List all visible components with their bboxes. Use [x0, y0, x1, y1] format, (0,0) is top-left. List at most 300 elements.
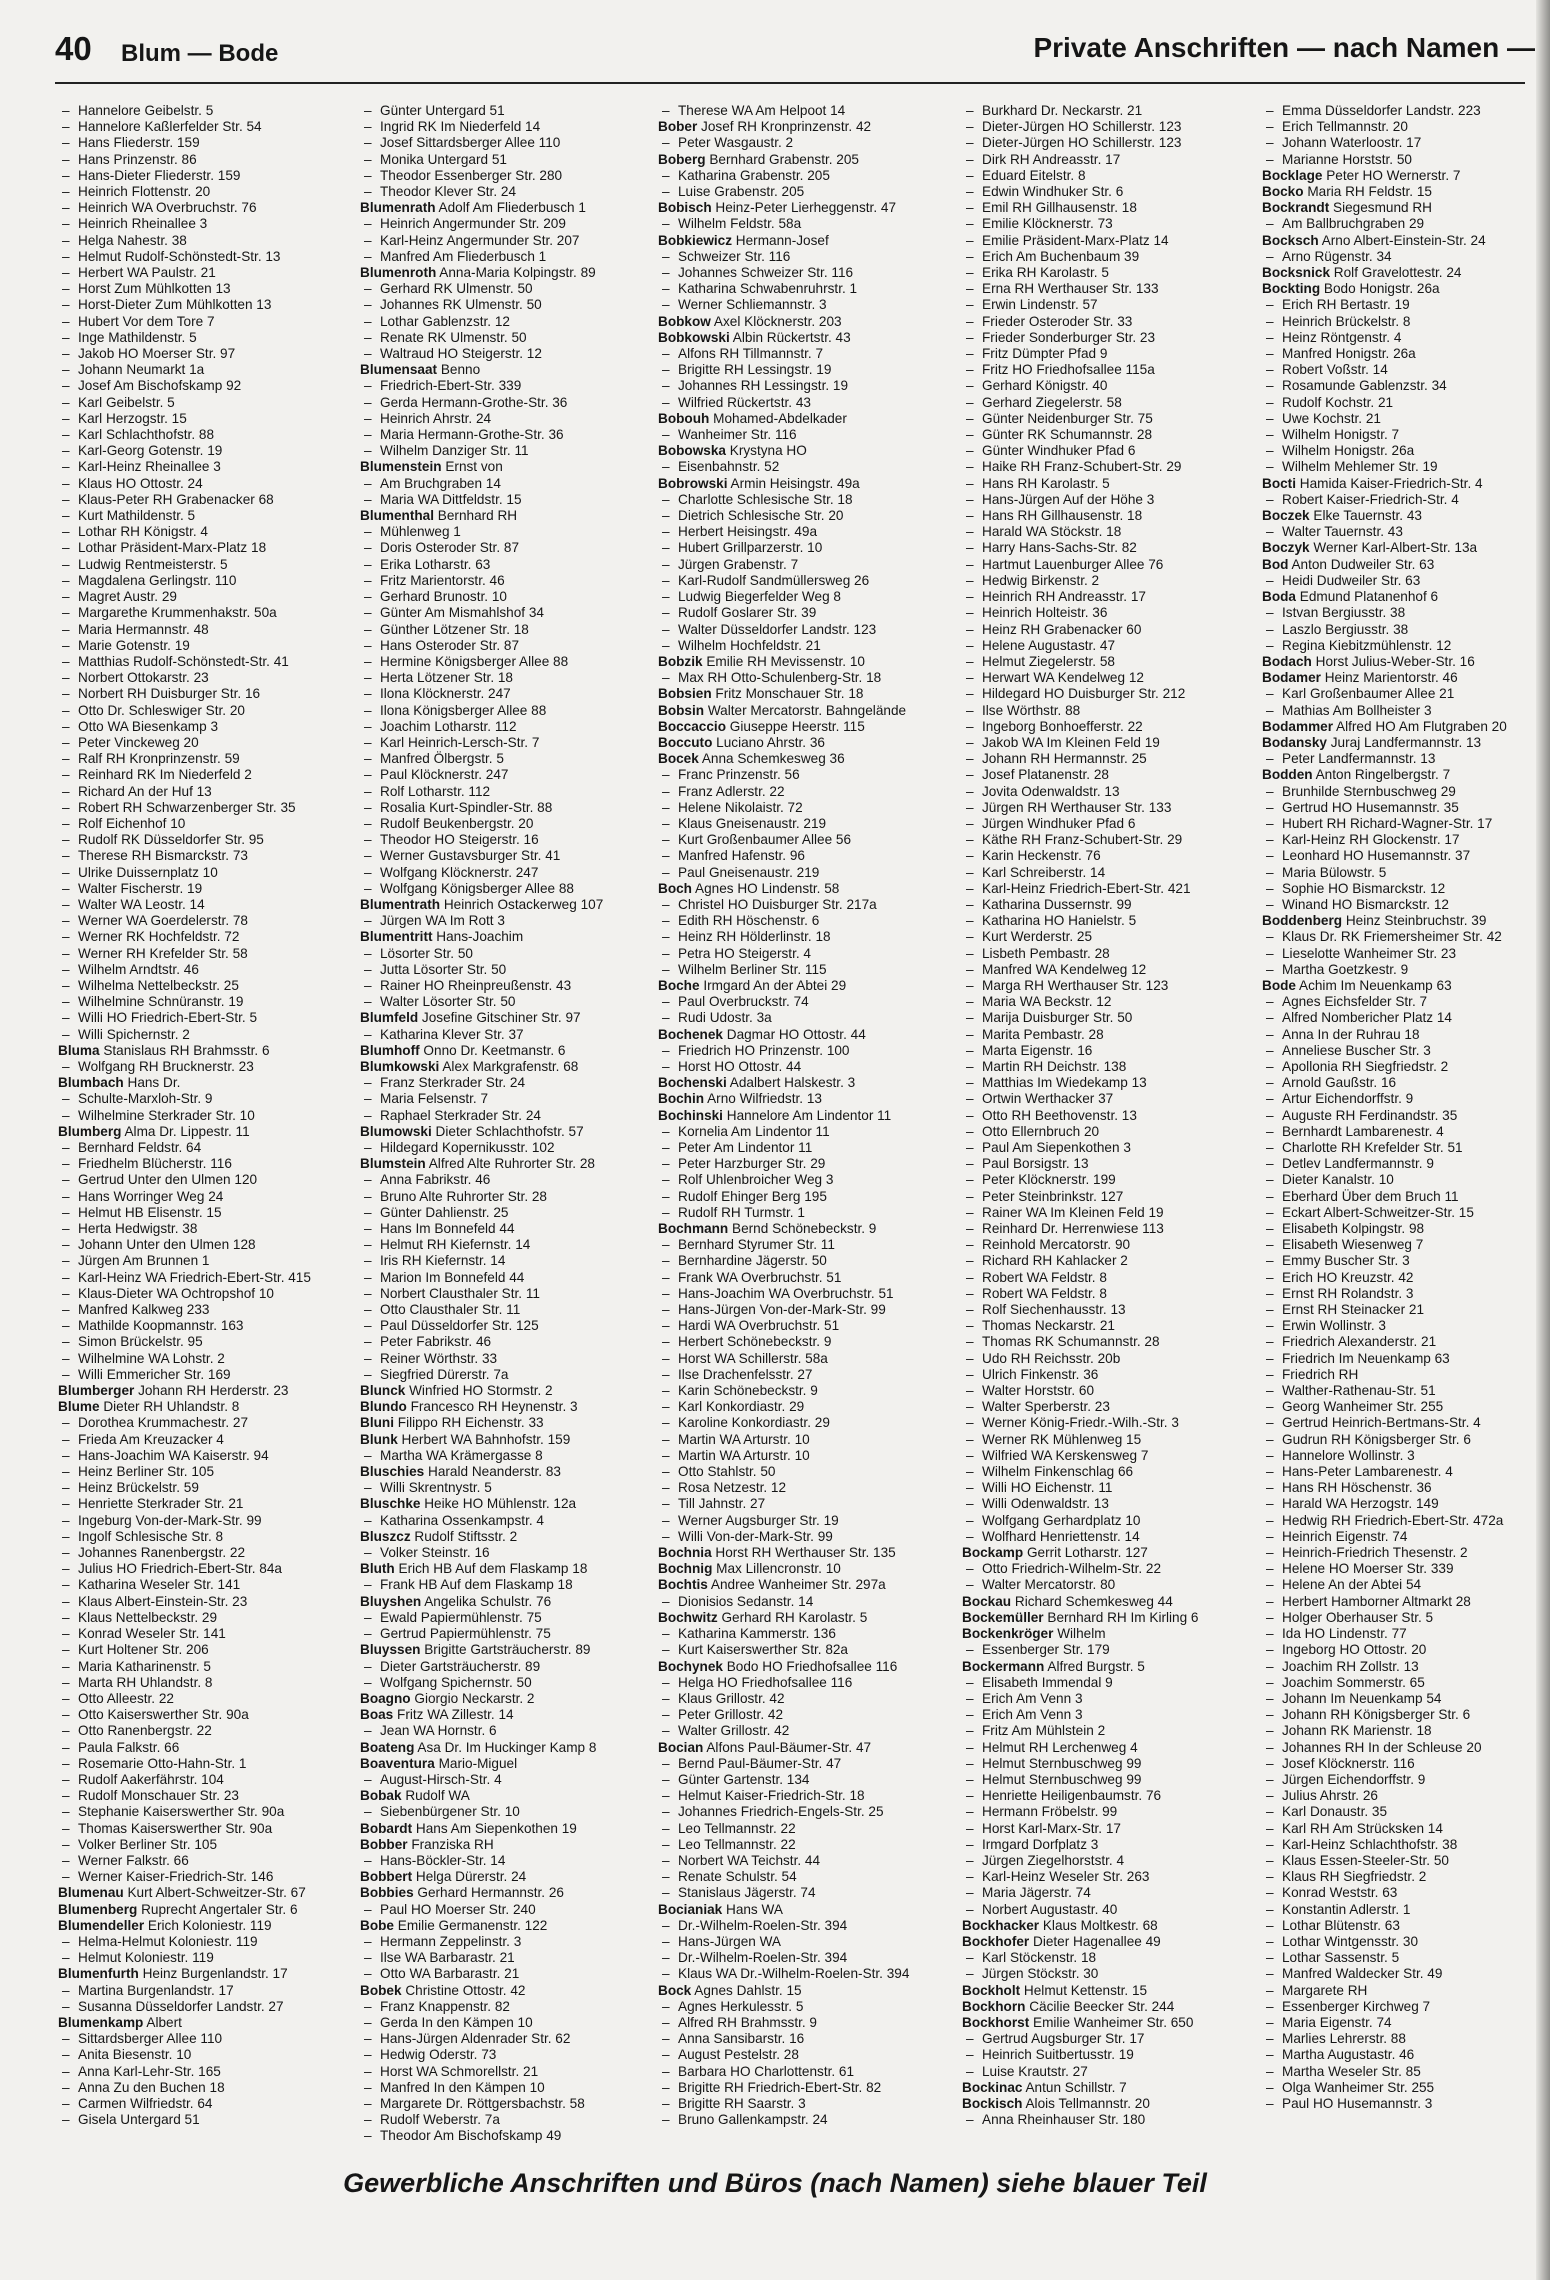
given-name-entry: – Günter Windhuker Pfad 6: [962, 443, 1260, 459]
given-name-entry: – Jovita Odenwaldstr. 13: [962, 784, 1260, 800]
entry-details: Wilhelm: [1053, 1626, 1106, 1642]
given-name-entry: – Dirk RH Andreasstr. 17: [962, 152, 1260, 168]
surname-entry: [360, 1156, 658, 1172]
given-name-entry: – Hedwig RH Friedrich-Ebert-Str. 472a: [1262, 1513, 1550, 1529]
entry-details: Josefine Gitschiner Str. 97: [418, 1010, 581, 1026]
entry-details: Harald Neanderstr. 83: [424, 1464, 561, 1480]
surname-entry: [1262, 168, 1550, 184]
given-name-entry: – Otto Ranenbergstr. 22: [58, 1723, 356, 1739]
surname-entry: [360, 1642, 658, 1658]
given-name-entry: – Erich Tellmannstr. 20: [1262, 119, 1550, 135]
given-name-entry: – Lothar Sassenstr. 5: [1262, 1950, 1550, 1966]
given-name-entry: – Bernhardt Lambarenestr. 4: [1262, 1124, 1550, 1140]
given-name-entry: – Iris RH Kiefernstr. 14: [360, 1253, 658, 1269]
entry-details: Richard Schemkesweg 44: [1011, 1593, 1173, 1609]
given-name-entry: – Lisbeth Pembastr. 28: [962, 946, 1260, 962]
surname: Bodden: [1262, 767, 1313, 783]
surname-entry: [1262, 978, 1550, 994]
entry-details: Bernd Schönebeckstr. 9: [728, 1221, 877, 1237]
given-name-entry: – Paul HO Moerser Str. 240: [360, 1902, 658, 1918]
given-name-entry: – Günther Lötzener Str. 18: [360, 622, 658, 638]
surname-entry: [962, 1934, 1260, 1950]
given-name-entry: – Fritz Dümpter Pfad 9: [962, 346, 1260, 362]
surname: Bobkiewicz: [658, 232, 733, 248]
given-name-entry: – Johannes RH In der Schleuse 20: [1262, 1740, 1550, 1756]
given-name-entry: – Anna Zu den Buchen 18: [58, 2080, 356, 2096]
given-name-entry: – Hermann Fröbelstr. 99: [962, 1804, 1260, 1820]
given-name-entry: – Heinz RH Hölderlinstr. 18: [658, 929, 956, 945]
given-name-entry: – Willi Odenwaldstr. 13: [962, 1496, 1260, 1512]
given-name-entry: – Theodor Am Bischofskamp 49: [360, 2128, 658, 2144]
given-name-entry: – Frieda Am Kreuzacker 4: [58, 1432, 356, 1448]
given-name-entry: – Hedwig Oderstr. 73: [360, 2047, 658, 2063]
given-name-entry: – Anna Rheinhauser Str. 180: [962, 2112, 1260, 2128]
given-name-entry: – Robert Voßstr. 14: [1262, 362, 1550, 378]
given-name-entry: – Werner RH Krefelder Str. 58: [58, 946, 356, 962]
given-name-entry: – Matthias Im Wiedekamp 13: [962, 1075, 1260, 1091]
given-name-entry: – Otto Ellernbruch 20: [962, 1124, 1260, 1140]
given-name-entry: – Helga HO Friedhofsallee 116: [658, 1675, 956, 1691]
given-name-entry: – Ilse Wörthstr. 88: [962, 703, 1260, 719]
given-name-entry: – Maria Eigenstr. 74: [1262, 2015, 1550, 2031]
given-name-entry: – Joachim Sommerstr. 65: [1262, 1675, 1550, 1691]
entry-details: Heinz Burgenlandstr. 17: [138, 1966, 288, 1982]
given-name-entry: – Joachim RH Zollstr. 13: [1262, 1659, 1550, 1675]
given-name-entry: – Willi HO Eichenstr. 11: [962, 1480, 1260, 1496]
surname: Bockhofer: [962, 1933, 1030, 1949]
entry-details: Arno Albert-Einstein-Str. 24: [1318, 232, 1486, 248]
given-name-entry: – Robert Kaiser-Friedrich-Str. 4: [1262, 492, 1550, 508]
entry-details: Alfred Burgstr. 5: [1044, 1658, 1145, 1674]
given-name-entry: – Bernhard Styrumer Str. 11: [658, 1237, 956, 1253]
given-name-entry: – Stanislaus Jägerstr. 74: [658, 1885, 956, 1901]
given-name-entry: – Therese WA Am Helpoot 14: [658, 103, 956, 119]
surname: Bochnia: [658, 1545, 712, 1561]
surname-entry: [962, 2096, 1260, 2112]
given-name-entry: – Hans RH Gillhausenstr. 18: [962, 508, 1260, 524]
given-name-entry: – Rudolf Kochstr. 21: [1262, 395, 1550, 411]
surname-entry: [658, 1108, 956, 1124]
given-name-entry: – Lothar Präsident-Marx-Platz 18: [58, 540, 356, 556]
given-name-entry: – Johann Waterloostr. 17: [1262, 135, 1550, 151]
given-name-entry: – Johann RH Hermannstr. 25: [962, 751, 1260, 767]
given-name-entry: – Jürgen Stöckstr. 30: [962, 1966, 1260, 1982]
surname-entry: [360, 1561, 658, 1577]
given-name-entry: – Paula Falkstr. 66: [58, 1740, 356, 1756]
given-name-entry: – Rudolf Ehinger Berg 195: [658, 1189, 956, 1205]
given-name-entry: – Henriette Heiligenbaumstr. 76: [962, 1788, 1260, 1804]
given-name-entry: – Heinz Brückelstr. 59: [58, 1480, 356, 1496]
given-name-entry: – Herta Lötzener Str. 18: [360, 670, 658, 686]
given-name-entry: – Peter Landfermannstr. 13: [1262, 751, 1550, 767]
surname-entry: [658, 314, 956, 330]
given-name-entry: – Franz Adlerstr. 22: [658, 784, 956, 800]
given-name-entry: – Hans Worringer Weg 24: [58, 1189, 356, 1205]
given-name-entry: – Werner Falkstr. 66: [58, 1853, 356, 1869]
surname-entry: [1262, 540, 1550, 556]
surname-entry: [658, 443, 956, 459]
given-name-entry: – Marita Pembastr. 28: [962, 1027, 1260, 1043]
given-name-entry: – Friedrich RH: [1262, 1367, 1550, 1383]
surname: Bockrandt: [1262, 200, 1330, 216]
entry-details: Dieter Hagenallee 49: [1029, 1933, 1161, 1949]
given-name-entry: – Mathias Am Bollheister 3: [1262, 703, 1550, 719]
given-name-entry: – Edwin Windhuker Str. 6: [962, 184, 1260, 200]
surname: Bocksch: [1262, 232, 1319, 248]
entry-details: Cäcilie Beecker Str. 244: [1025, 1998, 1175, 2014]
given-name-entry: – Gudrun RH Königsberger Str. 6: [1262, 1432, 1550, 1448]
surname-entry: [962, 1545, 1260, 1561]
given-name-entry: – Apollonia RH Siegfriedstr. 2: [1262, 1059, 1550, 1075]
surname-entry: [1262, 589, 1550, 605]
given-name-entry: – Herbert WA Paulstr. 21: [58, 265, 356, 281]
given-name-entry: – Reinhold Mercatorstr. 90: [962, 1237, 1260, 1253]
given-name-entry: – Bruno Gallenkampstr. 24: [658, 2112, 956, 2128]
entry-details: Heinrich Ostackerweg 107: [440, 896, 604, 912]
surname-entry: [962, 1999, 1260, 2015]
given-name-entry: – Karin Schönebeckstr. 9: [658, 1383, 956, 1399]
surname-entry: [58, 1383, 356, 1399]
given-name-entry: – Maria Bülowstr. 5: [1262, 865, 1550, 881]
given-name-entry: – Hans-Jürgen WA: [658, 1934, 956, 1950]
surname-entry: [1262, 265, 1550, 281]
surname: Bochenski: [658, 1075, 727, 1091]
given-name-entry: – Norbert Ottokarstr. 23: [58, 670, 356, 686]
surname-entry: [360, 1594, 658, 1610]
surname-entry: [360, 1885, 658, 1901]
given-name-entry: – Walter Lösorter Str. 50: [360, 994, 658, 1010]
given-name-entry: – Gisela Untergard 51: [58, 2112, 356, 2128]
surname: Bockhorst: [962, 2014, 1030, 2030]
given-name-entry: – Otto Clausthaler Str. 11: [360, 1302, 658, 1318]
given-name-entry: – Dieter-Jürgen HO Schillerstr. 123: [962, 135, 1260, 151]
entry-details: Gerhard Hermannstr. 26: [413, 1885, 564, 1901]
given-name-entry: – Josef Klöcknerstr. 116: [1262, 1756, 1550, 1772]
entry-details: Hermann-Josef: [732, 232, 829, 248]
surname-entry: [360, 1756, 658, 1772]
given-name-entry: – Ludwig Biegerfelder Weg 8: [658, 589, 956, 605]
surname-entry: [658, 476, 956, 492]
surname: Bockermann: [962, 1658, 1045, 1674]
surname-entry: [658, 751, 956, 767]
surname: Bobouh: [658, 410, 710, 426]
given-name-entry: – Heinrich Angermunder Str. 209: [360, 216, 658, 232]
surname-entry: [962, 2015, 1260, 2031]
surname: Bobrowski: [658, 475, 728, 491]
given-name-entry: – Helmut Sternbuschweg 99: [962, 1772, 1260, 1788]
given-name-entry: – Wilhelm Honigstr. 26a: [1262, 443, 1550, 459]
given-name-entry: – Detlev Landfermannstr. 9: [1262, 1156, 1550, 1172]
given-name-entry: – Willi HO Friedrich-Ebert-Str. 5: [58, 1010, 356, 1026]
given-name-entry: – Hans RH Höschenstr. 36: [1262, 1480, 1550, 1496]
surname: Blundo: [360, 1399, 407, 1415]
given-name-entry: – Theodor Klever Str. 24: [360, 184, 658, 200]
given-name-entry: – Olga Wanheimer Str. 255: [1262, 2080, 1550, 2096]
given-name-entry: – Hubert Vor dem Tore 7: [58, 314, 356, 330]
surname: Blumberger: [58, 1383, 135, 1399]
surname-entry: [360, 1496, 658, 1512]
entry-details: Emilie RH Mevissenstr. 10: [702, 653, 865, 669]
surname: Blumenstein: [360, 459, 442, 475]
given-name-entry: – Susanna Düsseldorfer Landstr. 27: [58, 1999, 356, 2015]
given-name-entry: – Helene Augustastr. 47: [962, 638, 1260, 654]
given-name-entry: – Lothar Wintgensstr. 30: [1262, 1934, 1550, 1950]
given-name-entry: – Karoline Konkordiastr. 29: [658, 1415, 956, 1431]
surname: Blumenberg: [58, 1901, 138, 1917]
entry-details: Hamida Kaiser-Friedrich-Str. 4: [1295, 475, 1483, 491]
given-name-entry: – Barbara HO Charlottenstr. 61: [658, 2064, 956, 2080]
given-name-entry: – Dionisios Sedanstr. 14: [658, 1594, 956, 1610]
given-name-entry: – Wilfried WA Kerskensweg 7: [962, 1448, 1260, 1464]
entry-continuation: – Essenberger Str. 179: [962, 1642, 1260, 1658]
entry-details: Hans WA: [722, 1901, 783, 1917]
entry-details: Bodo Honigstr. 26a: [1320, 281, 1440, 297]
given-name-entry: – Ingeburg Von-der-Mark-Str. 99: [58, 1513, 356, 1529]
given-name-entry: – Herbert Heisingstr. 49a: [658, 524, 956, 540]
entry-continuation: – Lösorter Str. 50: [360, 946, 658, 962]
entry-details: Bernhard RH: [434, 508, 518, 524]
given-name-entry: – Norbert Augustastr. 40: [962, 1902, 1260, 1918]
given-name-entry: – Erika RH Karolastr. 5: [962, 265, 1260, 281]
given-name-entry: – Heinrich Ahrstr. 24: [360, 411, 658, 427]
given-name-entry: – Lothar RH Königstr. 4: [58, 524, 356, 540]
given-name-entry: – Horst WA Schillerstr. 58a: [658, 1351, 956, 1367]
given-name-entry: – Ilona Königsberger Allee 88: [360, 703, 658, 719]
surname: Bobbies: [360, 1885, 414, 1901]
surname-entry: [1262, 476, 1550, 492]
given-name-entry: – Maria WA Beckstr. 12: [962, 994, 1260, 1010]
surname-entry: [58, 1885, 356, 1901]
entry-details: Mario-Miguel: [434, 1755, 518, 1771]
given-name-entry: – Siegfried Dürerstr. 7a: [360, 1367, 658, 1383]
given-name-entry: – Hannelore Wollinstr. 3: [1262, 1448, 1550, 1464]
given-name-entry: – Ilse WA Barbarastr. 21: [360, 1950, 658, 1966]
given-name-entry: – Winand HO Bismarckstr. 12: [1262, 897, 1550, 913]
given-name-entry: – Wilhelm Hochfeldstr. 21: [658, 638, 956, 654]
given-name-entry: – Gerda In den Kämpen 10: [360, 2015, 658, 2031]
given-name-entry: – Anna Karl-Lehr-Str. 165: [58, 2064, 356, 2080]
given-name-entry: – Erich Am Venn 3: [962, 1691, 1260, 1707]
given-name-entry: – Wolfgang Klöcknerstr. 247: [360, 865, 658, 881]
given-name-entry: – Horst-Dieter Zum Mühlkotten 13: [58, 297, 356, 313]
given-name-entry: – Martin WA Arturstr. 10: [658, 1432, 956, 1448]
surname-entry: [58, 1124, 356, 1140]
given-name-entry: – Magret Austr. 29: [58, 589, 356, 605]
given-name-entry: – Robert WA Feldstr. 8: [962, 1286, 1260, 1302]
given-name-entry: – Erich HO Kreuzstr. 42: [1262, 1270, 1550, 1286]
given-name-entry: – Martin RH Deichstr. 138: [962, 1059, 1260, 1075]
given-name-entry: – Robert WA Feldstr. 8: [962, 1270, 1260, 1286]
given-name-entry: – Johannes Ranenbergstr. 22: [58, 1545, 356, 1561]
given-name-entry: – Wolfgang Spichernstr. 50: [360, 1675, 658, 1691]
given-name-entry: – Thomas Neckarstr. 21: [962, 1318, 1260, 1334]
given-name-entry: – Wilhelm Honigstr. 7: [1262, 427, 1550, 443]
given-name-entry: – Friedhelm Blücherstr. 116: [58, 1156, 356, 1172]
surname-entry: [360, 1821, 658, 1837]
given-name-entry: – Wilhelm Feldstr. 58a: [658, 216, 956, 232]
given-name-entry: – Theodor Essenberger Str. 280: [360, 168, 658, 184]
entry-details: Alma Dr. Lippestr. 11: [121, 1123, 250, 1139]
given-name-entry: – Georg Wanheimer Str. 255: [1262, 1399, 1550, 1415]
surname: Bochinski: [658, 1107, 723, 1123]
given-name-entry: – Peter Klöcknerstr. 199: [962, 1172, 1260, 1188]
entry-continuation: – Wanheimer Str. 116: [658, 427, 956, 443]
given-name-entry: – Heinrich-Friedrich Thesenstr. 2: [1262, 1545, 1550, 1561]
given-name-entry: – Otto Dr. Schleswiger Str. 20: [58, 703, 356, 719]
surname: Bockau: [962, 1593, 1012, 1609]
surname-entry: [658, 978, 956, 994]
given-name-entry: – Klaus Dr. RK Friemersheimer Str. 42: [1262, 929, 1550, 945]
surname-entry: [1262, 670, 1550, 686]
entry-continuation: – Schulte-Marxloh-Str. 9: [58, 1091, 356, 1107]
given-name-entry: – Jürgen Windhuker Pfad 6: [962, 816, 1260, 832]
given-name-entry: – Helmut Ziegelerstr. 58: [962, 654, 1260, 670]
entry-details: Adolf Am Fliederbusch 1: [435, 200, 586, 216]
entry-details: Erich HB Auf dem Flaskamp 18: [394, 1561, 588, 1577]
surname: Blumenau: [58, 1885, 124, 1901]
given-name-entry: – Hans Prinzenstr. 86: [58, 152, 356, 168]
surname-entry: [658, 1610, 956, 1626]
given-name-entry: – Robert RH Schwarzenberger Str. 35: [58, 800, 356, 816]
given-name-entry: – Günter Dahlienstr. 25: [360, 1205, 658, 1221]
given-name-entry: – Julius HO Friedrich-Ebert-Str. 84a: [58, 1561, 356, 1577]
given-name-entry: – Hans-Jürgen Auf der Höhe 3: [962, 492, 1260, 508]
given-name-entry: – Jakob WA Im Kleinen Feld 19: [962, 735, 1260, 751]
given-name-entry: – Alfred RH Brahmsstr. 9: [658, 2015, 956, 2031]
surname: Bobbert: [360, 1869, 413, 1885]
entry-continuation: – Essenberger Kirchweg 7: [1262, 1999, 1550, 2015]
surname-entry: [360, 1043, 658, 1059]
entry-details: Franziska RH: [407, 1836, 494, 1852]
given-name-entry: – Otto RH Beethovenstr. 13: [962, 1108, 1260, 1124]
entry-details: Hans Am Siepenkothen 19: [412, 1820, 577, 1836]
given-name-entry: – Karl Schreiberstr. 14: [962, 865, 1260, 881]
surname: Blumentritt: [360, 929, 433, 945]
given-name-entry: – Maria Hermann-Grothe-Str. 36: [360, 427, 658, 443]
entry-details: Fritz WA Zillestr. 14: [393, 1707, 514, 1723]
given-name-entry: – Klaus Essen-Steeler-Str. 50: [1262, 1853, 1550, 1869]
surname: Blumentrath: [360, 896, 441, 912]
given-name-entry: – Karl-Heinz WA Friedrich-Ebert-Str. 415: [58, 1270, 356, 1286]
given-name-entry: – Martha Weseler Str. 85: [1262, 2064, 1550, 2080]
given-name-entry: – Katharina Ossenkampstr. 4: [360, 1513, 658, 1529]
given-name-entry: – Hannelore Kaßlerfelder Str. 54: [58, 119, 356, 135]
given-name-entry: – Walter Fischerstr. 19: [58, 881, 356, 897]
surname-entry: [1262, 508, 1550, 524]
given-name-entry: – Therese RH Bismarckstr. 73: [58, 848, 356, 864]
entry-continuation: – Siebenbürgener Str. 10: [360, 1804, 658, 1820]
given-name-entry: – Helmut Rudolf-Schönstedt-Str. 13: [58, 249, 356, 265]
given-name-entry: – Walter Mercatorstr. 80: [962, 1577, 1260, 1593]
given-name-entry: – Eduard Eitelstr. 8: [962, 168, 1260, 184]
surname-entry: [962, 1659, 1260, 1675]
given-name-entry: – Dietrich Schlesische Str. 20: [658, 508, 956, 524]
given-name-entry: – Frieder Sonderburger Str. 23: [962, 330, 1260, 346]
given-name-entry: – Werner Augsburger Str. 19: [658, 1513, 956, 1529]
given-name-entry: – Jakob HO Moerser Str. 97: [58, 346, 356, 362]
given-name-entry: – Elisabeth Immendal 9: [962, 1675, 1260, 1691]
surname-entry: [360, 1788, 658, 1804]
surname: Blumowski: [360, 1123, 432, 1139]
given-name-entry: – Gerhard Ziegelerstr. 58: [962, 395, 1260, 411]
given-name-entry: – Otto Kaiserswerther Str. 90a: [58, 1707, 356, 1723]
surname: Bluyshen: [360, 1593, 422, 1609]
surname-entry: [658, 1561, 956, 1577]
given-name-entry: – Paul HO Husemannstr. 3: [1262, 2096, 1550, 2112]
entry-details: Siegesmund RH: [1329, 200, 1432, 216]
given-name-entry: – Alfons RH Tillmannstr. 7: [658, 346, 956, 362]
given-name-entry: – Günter Gartenstr. 134: [658, 1772, 956, 1788]
entry-details: Rolf Gravelottestr. 24: [1330, 265, 1462, 281]
given-name-entry: – Luise Krautstr. 27: [962, 2064, 1260, 2080]
given-name-entry: – Margarethe Krummenhakstr. 50a: [58, 605, 356, 621]
given-name-entry: – Walter Grillostr. 42: [658, 1723, 956, 1739]
entry-details: Maria RH Feldstr. 15: [1303, 184, 1432, 200]
given-name-entry: – Manfred WA Kendelweg 12: [962, 962, 1260, 978]
given-name-entry: – Heinrich Holteistr. 36: [962, 605, 1260, 621]
given-name-entry: – August Pestelstr. 28: [658, 2047, 956, 2063]
given-name-entry: – Rudolf Goslarer Str. 39: [658, 605, 956, 621]
given-name-entry: – Erna RH Werthauser Str. 133: [962, 281, 1260, 297]
given-name-entry: – Marta Eigenstr. 16: [962, 1043, 1260, 1059]
surname-entry: [1262, 281, 1550, 297]
given-name-entry: – Manfred Honigstr. 26a: [1262, 346, 1550, 362]
given-name-entry: – Hildegard HO Duisburger Str. 212: [962, 686, 1260, 702]
directory-column-1: [58, 103, 356, 2148]
entry-continuation: – Dr.-Wilhelm-Roelen-Str. 394: [658, 1950, 956, 1966]
surname-entry: [360, 459, 658, 475]
surname: Bobak: [360, 1788, 402, 1804]
surname-entry: [658, 200, 956, 216]
surname-entry: [58, 1902, 356, 1918]
surname-entry: [1262, 719, 1550, 735]
surname-entry: [1262, 557, 1550, 573]
surname-entry: [658, 1902, 956, 1918]
given-name-entry: – Rosa Netzestr. 12: [658, 1480, 956, 1496]
given-name-entry: – Ortwin Werthacker 37: [962, 1091, 1260, 1107]
given-name-entry: – Raphael Sterkrader Str. 24: [360, 1108, 658, 1124]
given-name-entry: – Bernhard Feldstr. 64: [58, 1140, 356, 1156]
given-name-entry: – Uwe Kochstr. 21: [1262, 411, 1550, 427]
entry-details: Krystyna HO: [725, 443, 807, 459]
surname: Blunck: [360, 1383, 406, 1399]
given-name-entry: – Helmut RH Kiefernstr. 14: [360, 1237, 658, 1253]
given-name-entry: – Edith RH Höschenstr. 6: [658, 913, 956, 929]
entry-details: Alfred Alte Ruhrorter Str. 28: [425, 1156, 595, 1172]
given-name-entry: – Peter Steinbrinkstr. 127: [962, 1189, 1260, 1205]
given-name-entry: – Johannes Friedrich-Engels-Str. 25: [658, 1804, 956, 1820]
given-name-entry: – Norbert RH Duisburger Str. 16: [58, 686, 356, 702]
entry-details: Armin Heisingstr. 49a: [727, 475, 860, 491]
given-name-entry: – Horst Karl-Marx-Str. 17: [962, 1821, 1260, 1837]
surname-entry: [58, 1075, 356, 1091]
given-name-entry: – Gerhard Königstr. 40: [962, 378, 1260, 394]
surname-entry: [1262, 184, 1550, 200]
given-name-entry: – Heinz RH Grabenacker 60: [962, 622, 1260, 638]
given-name-entry: – Rudolf RK Düsseldorfer Str. 95: [58, 832, 356, 848]
given-name-entry: – Karl-Rudolf Sandmüllersweg 26: [658, 573, 956, 589]
given-name-entry: – Willi Skrentnystr. 5: [360, 1480, 658, 1496]
entry-details: Emilie Germanenstr. 122: [393, 1917, 548, 1933]
given-name-entry: – Hans-Dieter Fliederstr. 159: [58, 168, 356, 184]
given-name-entry: – Günter Untergard 51: [360, 103, 658, 119]
given-name-entry: – Alfred Nombericher Platz 14: [1262, 1010, 1550, 1026]
given-name-entry: – Konrad Weststr. 63: [1262, 1885, 1550, 1901]
given-name-entry: – Norbert WA Teichstr. 44: [658, 1853, 956, 1869]
page-header: [55, 30, 1535, 74]
surname: Boczyk: [1262, 540, 1310, 556]
given-name-entry: – Karl-Heinz Angermunder Str. 207: [360, 233, 658, 249]
